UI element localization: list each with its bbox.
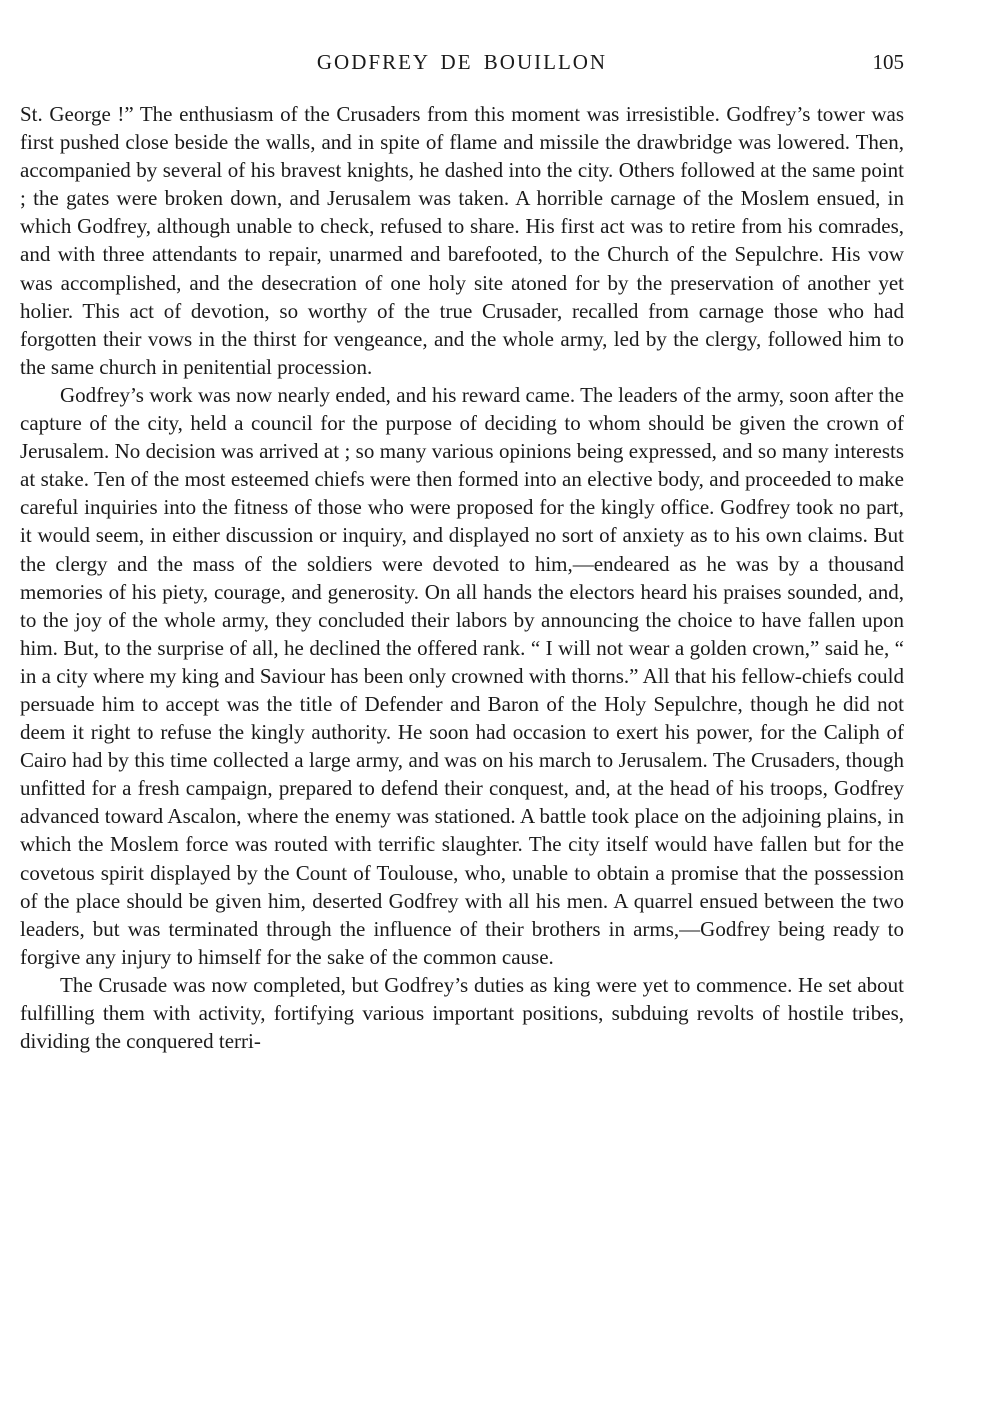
page-header [20,50,904,82]
paragraph: Godfrey’s work was now nearly ended, and his reward came. The leaders of the army, soon after the capture of the city, held a council for the purpose of deciding to whom should be given the crown of Jerusalem. No decision was arrived at ; so many various opinions being expressed, and so many interests at stake. Ten of the most esteemed chiefs were then formed into an elective body, and proceeded to make careful inquiries into the fitness of those who were proposed for the kingly office. Godfrey took no part, it would seem, in either discussion or inquiry, and displayed no sort of anxiety as to his own claims. But the clergy and the mass of the soldiers were devoted to him,—endeared as he was by a thousand memories of his piety, courage, and generosity. On all hands the electors heard his praises sounded, and, to the joy of the whole army, they concluded their labors by announcing the choice to have fallen upon him. But, to the surprise of all, he declined the offered rank. “ I will not wear a golden crown,” said he, “ in a city where my king and Saviour has been only crowned with thorns.” All that his fellow-chiefs could persuade him to accept was the title of Defender and Baron of the Holy Sepulchre, though he did not deem it right to refuse the kingly authority. He soon had occasion to exert his power, for the Caliph of Cairo had by this time collected a large army, and was on his march to Jerusalem. The Crusaders, though unfitted for a fresh campaign, prepared to defend their conquest, and, at the head of his troops, Godfrey advanced toward Ascalon, where the enemy was stationed. A battle took place on the adjoining plains, in which the Moslem force was routed with terrific slaughter. The city itself would have fallen but for the covetous spirit displayed by the Count of Toulouse, who, unable to obtain a promise that the possession of the place should be given him, deserted Godfrey with all his men. A quarrel ensued between the two leaders, but was terminated through the influence of their brothers in arms,—Godfrey being ready to forgive any injury to himself for the sake of the common cause. [20,382,904,969]
paragraph: St. George !” The enthusiasm of the Crusaders from this moment was irresistible. Godfrey’s tower was first pushed close beside the walls, and in spite of flame and missile the drawbridge was lowered. Then, accompanied by several of his bravest knights, he dashed into the city. Others followed at the same point ; the gates were broken down, and Jerusalem was taken. A horrible carnage of the Moslem ensued, in which Godfrey, although unable to check, refused to share. His first act was to retire from his comrades, and with three attendants to repair, unarmed and barefooted, to the Church of the Sepulchre. His vow was accomplished, and the desecration of one holy site atoned for by the preservation of another yet holier. This act of devotion, so worthy of the true Crusader, recalled from carnage those who had forgotten their vows in the thirst for vengeance, and the whole army, led by the clergy, followed him to the same church in penitential procession. [20,102,904,379]
running-title: GODFREY DE BOUILLON [316,50,608,74]
body-text [20,100,904,1055]
paragraph: The Crusade was now completed, but Godfrey’s duties as king were yet to commence. He set about fulfilling them with activity, fortifying various important positions, subduing revolts of hostile tribes, dividing the conquered terri- [20,972,904,1054]
page-number: 105 [872,50,904,74]
